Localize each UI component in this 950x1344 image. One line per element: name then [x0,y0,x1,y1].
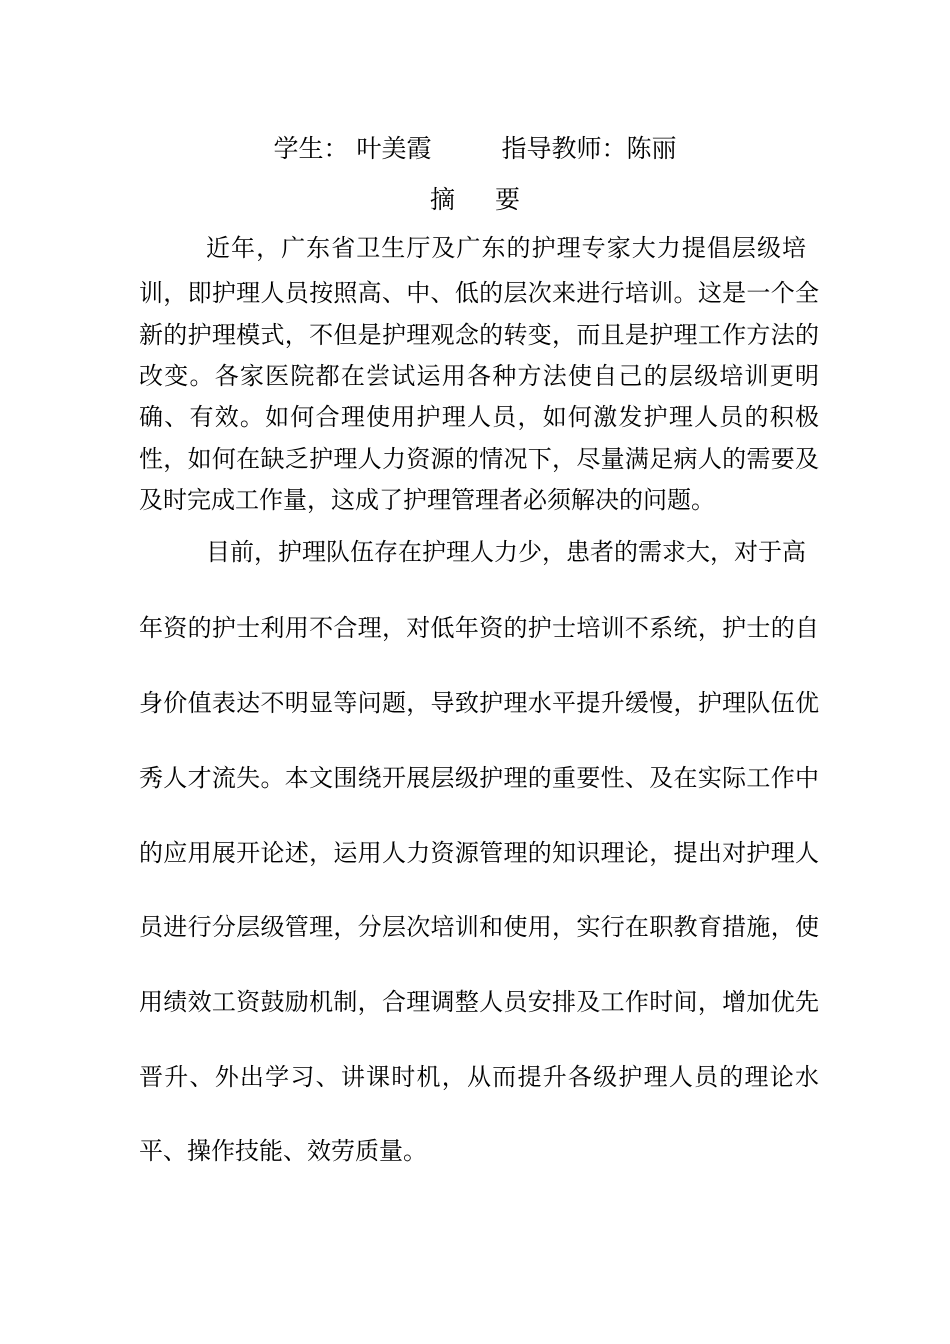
paragraph1-line: 性，如何在缺乏护理人力资源的情况下，尽量满足病人的需要及 [139,445,819,473]
paragraph1-line: 新的护理模式，不但是护理观念的转变，而且是护理工作方法的 [139,321,819,349]
paragraph2-line: 的应用展开论述，运用人力资源管理的知识理论，提出对护理人 [139,839,819,867]
paragraph1-line: 改变。各家医院都在尝试运用各种方法使自己的层级培训更明 [139,362,819,390]
advisor-name: 陈丽 [626,134,677,163]
paragraph1-line: 训，即护理人员按照高、中、低的层次来进行培训。这是一个全 [139,279,819,307]
paragraph2-line: 用绩效工资鼓励机制，合理调整人员安排及工作时间，增加优先 [139,988,819,1016]
student-name: 叶美霞 [356,134,432,163]
paragraph2-line: 晋升、外出学习、讲课时机，从而提升各级护理人员的理论水 [139,1063,819,1091]
paragraph1-line: 近年，广东省卫生厅及广东的护理专家大力提倡层级培 [206,234,806,262]
paragraph2-line: 平、操作技能、效劳质量。 [139,1137,427,1165]
paragraph2-line: 身价值表达不明显等问题，导致护理水平提升缓慢，护理队伍优 [139,689,819,717]
paragraph2-line: 年资的护士利用不合理，对低年资的护士培训不系统，护士的自 [139,614,819,642]
paragraph1-line: 及时完成工作量，这成了护理管理者必须解决的问题。 [139,486,715,514]
author-line [0,132,950,166]
abstract-title: 摘要 [429,185,560,214]
student-label: 学生： [273,134,349,163]
paragraph2-line: 员进行分层级管理，分层次培训和使用，实行在职教育措施，使 [139,913,819,941]
paragraph2-line: 秀人才流失。本文围绕开展层级护理的重要性、及在实际工作中 [139,764,819,792]
paragraph1-line: 确、有效。如何合理使用护理人员，如何激发护理人员的积极 [139,403,819,431]
advisor-label: 指导教师： [501,134,627,163]
paragraph2-line: 目前，护理队伍存在护理人力少，患者的需求大，对于高 [206,538,806,566]
